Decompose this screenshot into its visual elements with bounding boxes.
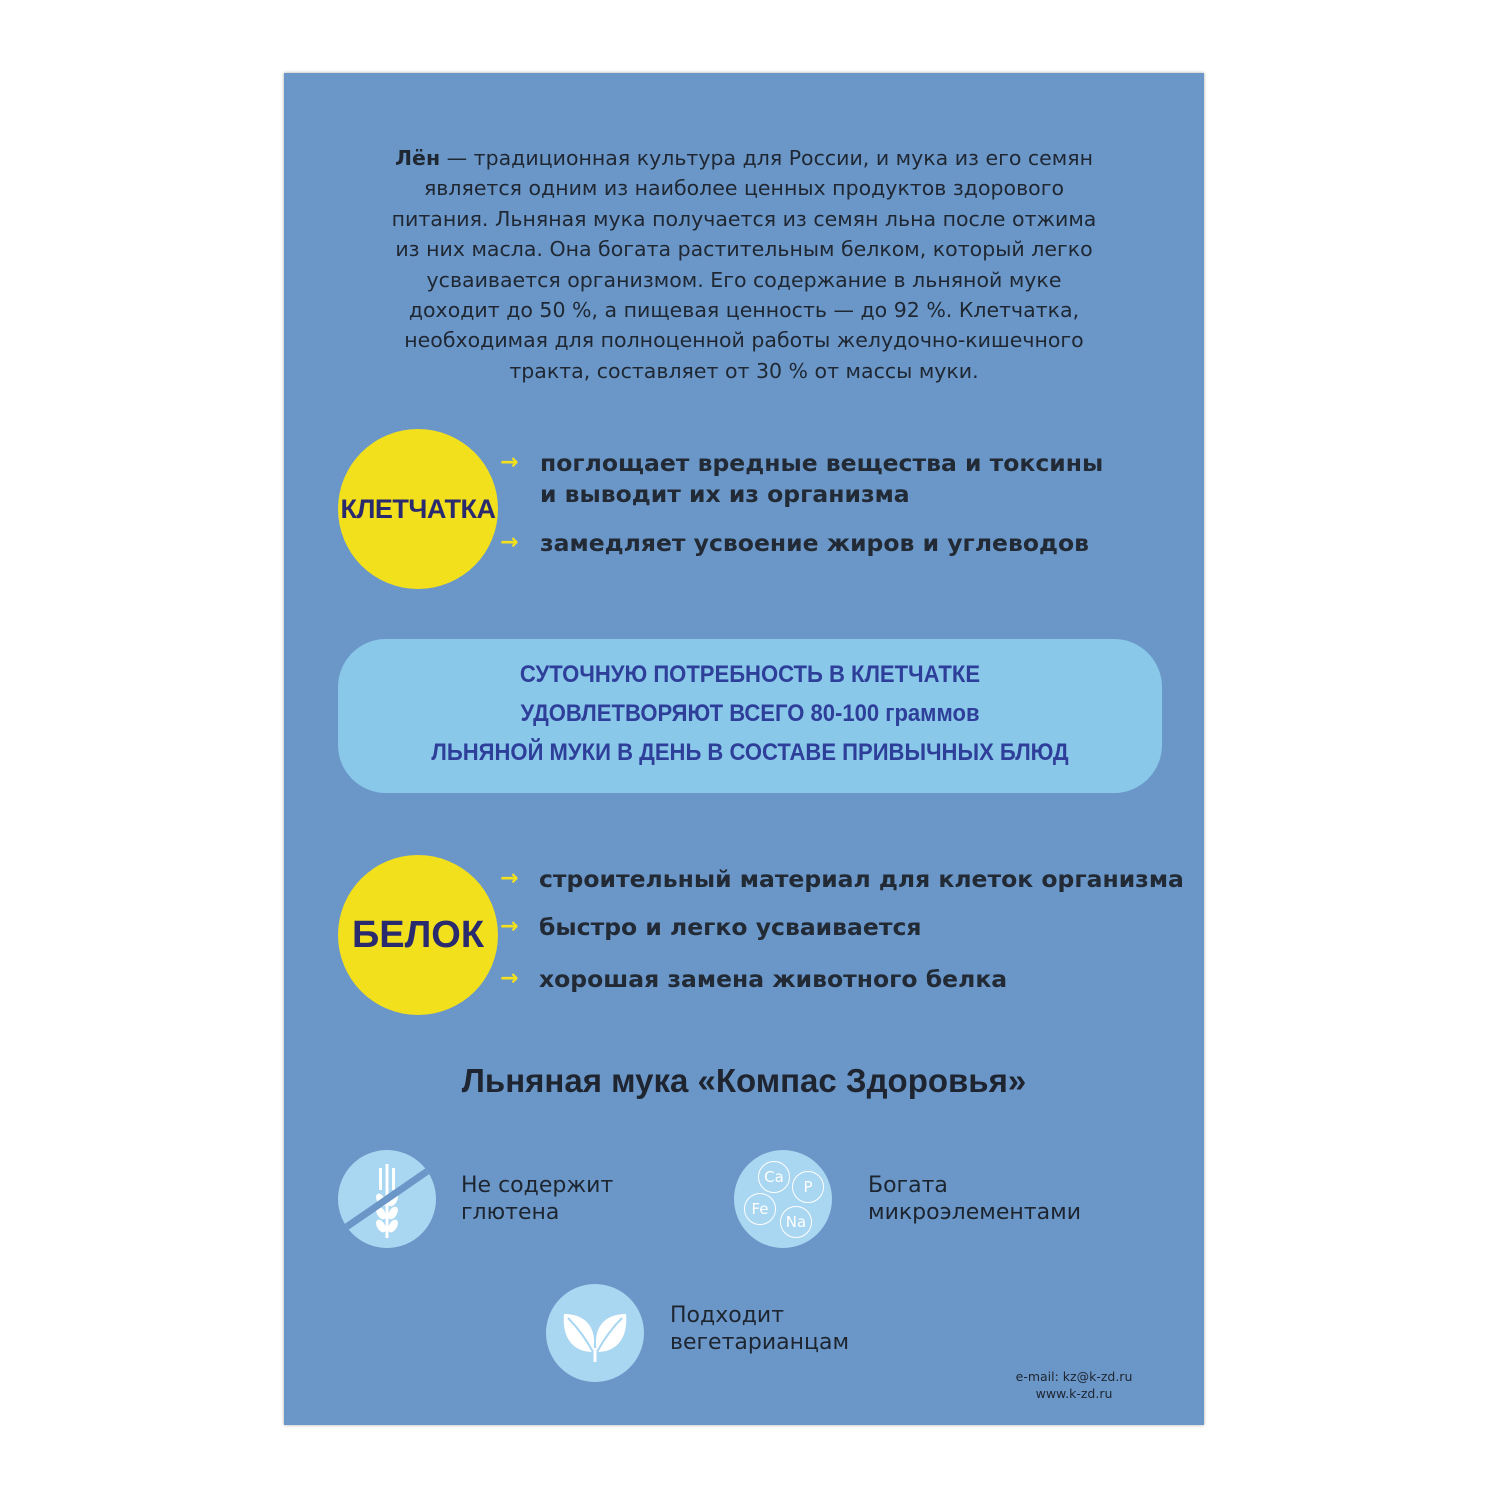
mineral-ca: Ca xyxy=(758,1161,790,1193)
fiber-badge xyxy=(338,429,498,589)
banner-line: УДОВЛЕТВОРЯЮТ ВСЕГО 80-100 граммов xyxy=(520,700,980,727)
fiber-point-text: поглощает вредные вещества и токсины xyxy=(540,449,1104,477)
feature-line: микроэлементами xyxy=(868,1200,1081,1225)
protein-point-3 xyxy=(539,964,1007,995)
gluten-free-text xyxy=(461,1172,613,1226)
fiber-point-1 xyxy=(540,448,1103,510)
leaf-icon xyxy=(546,1284,644,1382)
banner-line: СУТОЧНУЮ ПОТРЕБНОСТЬ В КЛЕТЧАТКЕ xyxy=(519,661,981,688)
intro-line: питания. Льняная мука получается из семян льна после отжима xyxy=(391,206,1097,231)
feature-line: Подходит xyxy=(670,1303,785,1328)
intro-line: доходит до 50 %, а пищевая ценность — до 92 %. Клетчатка, xyxy=(408,298,1080,323)
feature-line: вегетарианцам xyxy=(670,1330,850,1355)
protein-point-text: быстро и легко усваивается xyxy=(539,913,922,941)
arrow-icon: → xyxy=(500,450,519,475)
intro-line: из них масла. Она богата растительным белком, который легко xyxy=(395,237,1093,262)
mineral-p: P xyxy=(792,1171,824,1203)
fiber-point-2 xyxy=(540,528,1089,559)
protein-point-text: хорошая замена животного белка xyxy=(539,965,1008,993)
arrow-icon: → xyxy=(500,530,519,555)
protein-badge xyxy=(338,855,498,1015)
contact-email: e-mail: kz@k-zd.ru xyxy=(1015,1369,1133,1384)
mineral-na: Na xyxy=(780,1206,812,1238)
fiber-badge-label: КЛЕТЧАТКА xyxy=(340,493,496,524)
minerals-icon xyxy=(734,1150,832,1248)
daily-need-banner xyxy=(338,639,1162,793)
feature-line: глютена xyxy=(461,1200,560,1225)
protein-point-2 xyxy=(539,912,921,943)
arrow-icon: → xyxy=(500,914,519,939)
arrow-icon: → xyxy=(500,966,519,991)
intro-line: необходимая для полноценной работы желудочно-кишечного xyxy=(404,328,1084,353)
banner-line: ЛЬНЯНОЙ МУКИ В ДЕНЬ В СОСТАВЕ ПРИВЫЧНЫХ БЛЮД xyxy=(431,739,1069,766)
protein-badge-label: БЕЛОК xyxy=(351,913,485,956)
fiber-point-text: и выводит их из организма xyxy=(540,480,910,508)
brand-title: Льняная мука «Компас Здоровья» xyxy=(461,1062,1027,1099)
intro-line: является одним из наиболее ценных продуктов здорового xyxy=(423,176,1065,201)
intro-paragraph xyxy=(348,143,1140,386)
intro-lead-word: Лён xyxy=(395,146,441,170)
intro-line: тракта, составляет от 30 % от массы муки. xyxy=(509,358,979,383)
protein-point-1 xyxy=(539,864,1184,895)
fiber-point-text: замедляет усвоение жиров и углеводов xyxy=(540,529,1089,557)
feature-line: Не содержит xyxy=(461,1173,614,1198)
contact-info xyxy=(990,1369,1158,1402)
mineral-fe: Fe xyxy=(744,1193,776,1225)
contact-site: www.k-zd.ru xyxy=(1035,1385,1113,1401)
feature-line: Богата xyxy=(868,1173,948,1198)
minerals-text xyxy=(868,1172,1081,1226)
gluten-free-icon xyxy=(338,1150,436,1248)
intro-line: — традиционная культура для России, и мука из его семян xyxy=(440,146,1093,170)
arrow-icon: → xyxy=(500,866,519,891)
protein-point-text: строительный материал для клеток организма xyxy=(539,865,1184,893)
intro-line: усваивается организмом. Его содержание в льняной муке xyxy=(426,267,1062,292)
vegan-text xyxy=(670,1302,849,1356)
